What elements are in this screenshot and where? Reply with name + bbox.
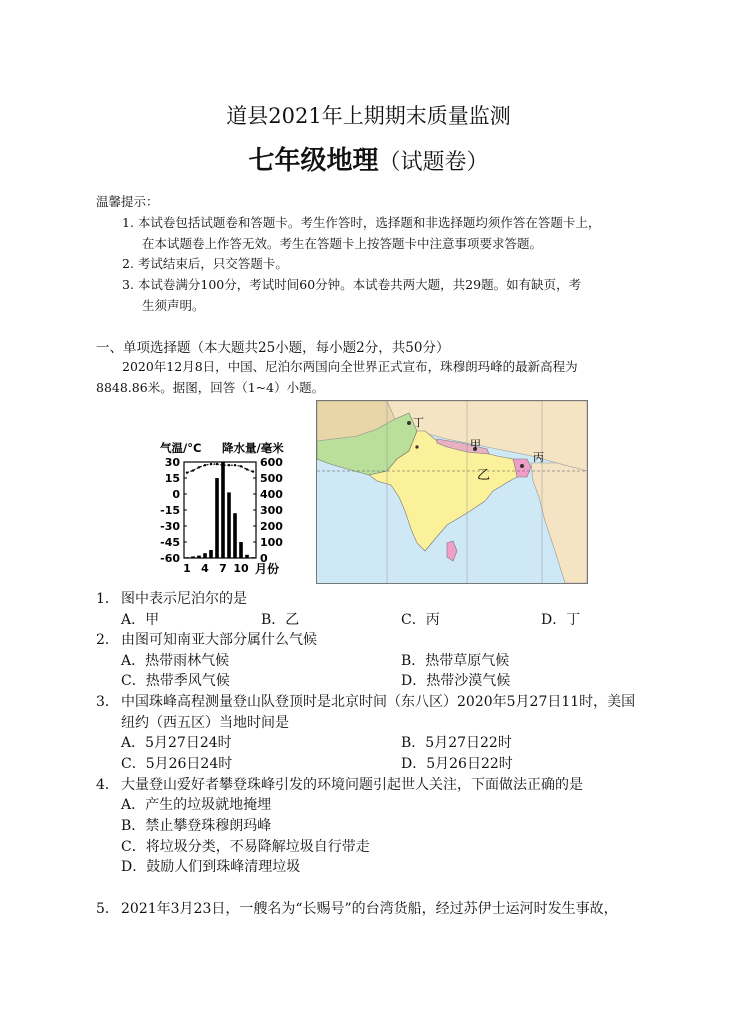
climate-chart-svg (144, 440, 306, 580)
south-asia-map-svg (317, 401, 587, 583)
x-tick-label: 7 (219, 562, 227, 575)
question-number: 3． (96, 694, 119, 710)
question-number: 4． (96, 777, 119, 793)
precip-bar (191, 556, 195, 558)
ylabel-right: 降水量/毫米 (222, 441, 284, 455)
y-right-tick-label: 500 (260, 472, 283, 485)
option: D．5月26日22时 (401, 756, 513, 772)
plot-frame (184, 462, 256, 558)
y-right-tick-label: 600 (260, 456, 283, 469)
capital-dot (407, 421, 411, 425)
question-number: 2． (96, 632, 119, 648)
question-number: 1． (96, 591, 119, 607)
precip-bar (221, 462, 225, 558)
temp-point (234, 464, 236, 466)
precip-bar (215, 478, 219, 558)
chart-axes (184, 462, 256, 558)
exam-subtitle (0, 140, 737, 177)
y-left-tick-label: -60 (160, 552, 180, 565)
y-left-tick-label: -30 (160, 520, 180, 533)
question-number: 5． (96, 901, 119, 917)
ylabel-left: 气温/°C (160, 441, 202, 455)
question-text: 中国珠峰高程测量登山队登顶时是北京时间（东八区）2020年5月27日11时，美国 (121, 694, 636, 710)
notice-line: 2. 考试结束后，只交答题卡。 (122, 256, 288, 271)
temp-line (186, 463, 254, 474)
section-heading: 一、单项选择题（本大题共25小题，每小题2分，共50分） (96, 340, 450, 356)
option: B．5月27日22时 (401, 735, 512, 751)
y-left-tick-label: -45 (160, 536, 180, 549)
y-right-tick-label: 0 (260, 552, 268, 565)
option: B．禁止攀登珠穆朗玛峰 (121, 818, 272, 834)
y-left-tick-label: 15 (164, 472, 180, 485)
option: C．丙 (401, 612, 440, 628)
option: A．热带雨林气候 (121, 653, 230, 669)
temp-point (240, 465, 242, 467)
map-label-yi: 乙 (477, 468, 491, 483)
option: D．热带沙漠气候 (401, 673, 511, 689)
temp-point (222, 464, 224, 466)
question-text: 2021年3月23日，一艘名为“长赐号”的台湾货船，经过苏伊士运河时发生事故， (121, 901, 618, 917)
y-right-tick-label: 300 (260, 504, 283, 517)
y-right-tick-label: 100 (260, 536, 283, 549)
notice-heading: 温馨提示： (96, 194, 159, 209)
intro-line: 8848.86米。据图，回答（1~4）小题。 (96, 380, 325, 395)
temp-point (228, 464, 230, 466)
south-asia-map (316, 400, 588, 584)
y-left-tick-label: 30 (164, 456, 180, 469)
notice-line: 1. 本试卷包括试题卷和答题卡。考生作答时，选择题和非选择题均须作答在答题卡上， (122, 215, 601, 230)
option: A．产生的垃圾就地掩埋 (121, 797, 272, 813)
notice-line: 3. 本试卷满分100分，考试时间60分钟。本试卷共两大题，共29题。如有缺页，考 (122, 277, 582, 292)
x-tick-label: 10 (233, 562, 249, 575)
option: B．乙 (261, 612, 300, 628)
temp-point (246, 468, 248, 470)
question-text: 大量登山爱好者攀登珠峰引发的环境问题引起世人关注，下面做法正确的是 (121, 777, 583, 793)
map-label-jia: 甲 (470, 438, 481, 451)
temp-point (186, 471, 188, 473)
notice-line: 在本试题卷上作答无效。考生在答题卡上按答题卡中注意事项要求答题。 (142, 236, 543, 251)
notice-line: 生须声明。 (142, 298, 205, 313)
capital-dot (520, 464, 524, 468)
y-left-tick-label: 0 (172, 488, 180, 501)
capital-dot (415, 445, 418, 448)
map-label-bing: 丙 (533, 451, 544, 464)
question-text: 由图可知南亚大部分属什么气候 (121, 632, 317, 648)
option: A．甲 (121, 612, 160, 628)
x-tick-label: 1 (183, 562, 191, 575)
option: D．鼓励人们到珠峰清理垃圾 (121, 859, 301, 875)
climate-chart (144, 440, 306, 580)
option: C．5月26日24时 (121, 756, 233, 772)
option: C．将垃圾分类，不易降解垃圾自行带走 (121, 839, 370, 855)
subject-title: 七年级地理 (248, 146, 379, 176)
y-left-tick-label: -15 (160, 504, 180, 517)
temp-point (198, 466, 200, 468)
precip-bar (239, 542, 243, 558)
subject-paren: （试题卷） (378, 150, 489, 175)
option: D．丁 (541, 612, 581, 628)
y-right-tick-label: 400 (260, 488, 283, 501)
precip-bar (209, 550, 213, 558)
y-right-tick-label: 200 (260, 520, 283, 533)
map-label-ding: 丁 (413, 416, 424, 429)
question-text: 纽约（西五区）当地时间是 (121, 715, 289, 731)
precip-bar (203, 553, 207, 558)
sri-lanka-region (447, 541, 457, 561)
temp-series-line (187, 464, 253, 473)
myanmar-region (531, 463, 587, 583)
precip-bar (197, 556, 201, 558)
intro-line: 2020年12月8日，中国、尼泊尔两国向全世界正式宣布，珠穆朗玛峰的最新高程为 (122, 359, 578, 374)
temp-point (204, 464, 206, 466)
xlabel: 月份 (255, 562, 280, 576)
x-tick-label: 4 (201, 562, 209, 575)
temp-point (252, 470, 254, 472)
precip-bars (185, 462, 255, 558)
option: C．热带季风气候 (121, 673, 230, 689)
option: B．热带草原气候 (401, 653, 510, 669)
temp-point (210, 463, 212, 465)
exam-title: 道县2021年上期期末质量监测 (226, 104, 511, 128)
option: A．5月27日24时 (121, 735, 232, 751)
question-text: 图中表示尼泊尔的是 (121, 591, 247, 607)
temp-point (216, 463, 218, 465)
precip-bar (245, 555, 249, 558)
temp-point (192, 469, 194, 471)
precip-bar (227, 492, 231, 558)
precip-bar (233, 513, 237, 558)
